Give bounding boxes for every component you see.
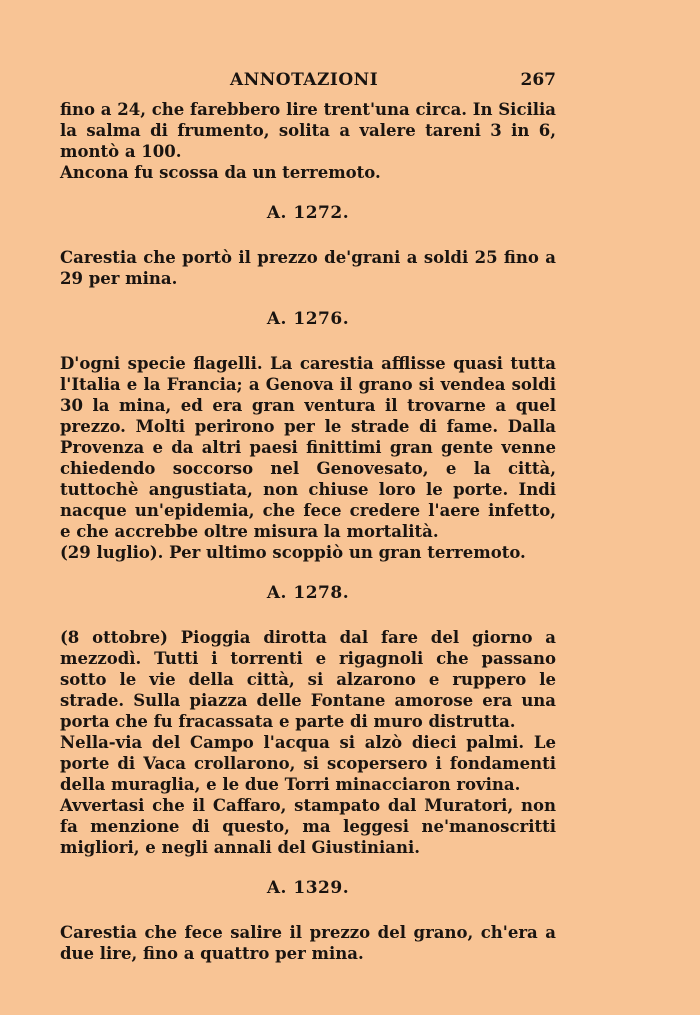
book-page (60, 70, 556, 964)
body-paragraph: D'ogni specie flagelli. La carestia afflisse quasi tutta l'Italia e la Francia; a Genova il grano si vendea soldi 30 la mina, ed era gran ventura il trovarne a quel prezzo. Molti perirono per le strade di fame. Dalla Provenza e da altri paesi finittimi gran gente venne chiedendo soccorso nel Genovesato, e la città, tuttochè angustiata, non chiuse loro le porte. Indi nacque un'epidemia, che fece credere l'aere infetto, e che accrebbe oltre misura la mortalità. (60, 354, 556, 541)
body-paragraph: Nella-via del Campo l'acqua si alzò dieci palmi. Le porte di Vaca crollarono, si scopersero i fondamenti della muraglia, e le due Torri minacciaron rovina. (60, 733, 556, 794)
body-paragraph: fino a 24, che farebbero lire trent'una circa. In Sicilia la salma di frumento, solita a valere tareni 3 in 6, montò a 100. (60, 100, 556, 161)
running-title: ANNOTAZIONI (230, 70, 379, 90)
page-header (60, 70, 556, 98)
body-paragraph: Avvertasi che il Caffaro, stampato dal Muratori, non fa menzione di questo, ma leggesi ne'manoscritti migliori, e negli annali del Giustiniani. (60, 796, 556, 857)
section-heading: A. 1278. (266, 583, 350, 603)
body-paragraph: Carestia che fece salire il prezzo del grano, ch'era a due lire, fino a quattro per mina. (60, 923, 556, 963)
section-heading: A. 1272. (266, 203, 350, 223)
body-paragraph: Carestia che portò il prezzo de'grani a soldi 25 fino a 29 per mina. (60, 248, 556, 288)
section-heading: A. 1329. (266, 878, 350, 898)
section-heading: A. 1276. (266, 309, 350, 329)
page-number: 267 (520, 70, 556, 90)
body-paragraph: (29 luglio). Per ultimo scoppiò un gran terremoto. (60, 543, 526, 562)
body-paragraph: Ancona fu scossa da un terremoto. (60, 163, 381, 182)
body-paragraph: (8 ottobre) Pioggia dirotta dal fare del giorno a mezzodì. Tutti i torrenti e rigagnoli che passano sotto le vie della città, si alzarono e ruppero le strade. Sulla piazza delle Fontane amorose era una porta che fu fracassata e parte di muro distrutta. (60, 628, 556, 731)
